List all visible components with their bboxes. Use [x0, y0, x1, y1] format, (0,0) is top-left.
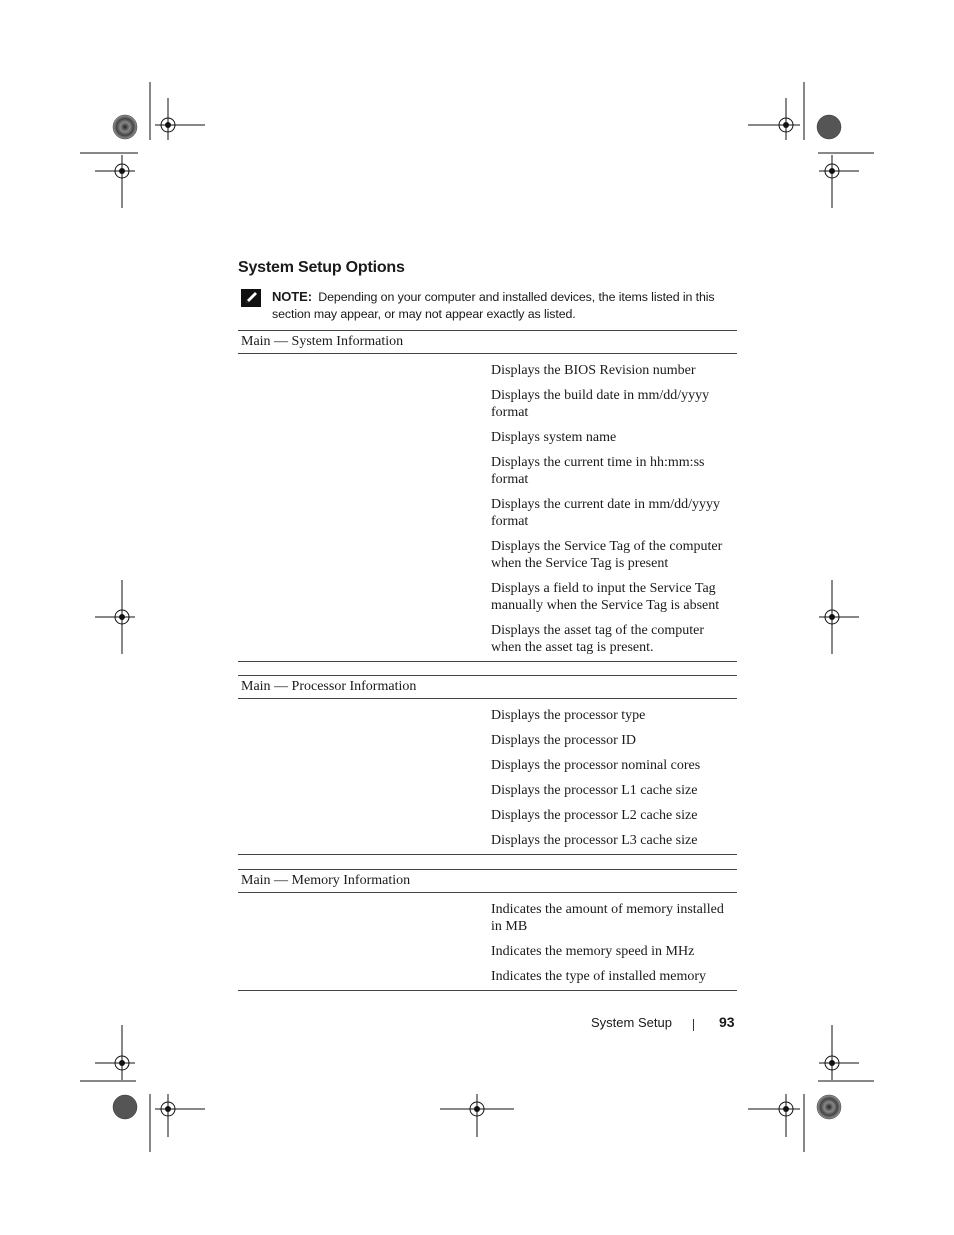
crop-mark-bottom-center — [440, 1094, 514, 1137]
note-body: Depending on your computer and installed devices, the items listed in this section may appear, or may not appear exactly as listed. — [272, 290, 715, 321]
footer-section-title: System Setup — [591, 1015, 672, 1030]
table-body — [238, 354, 737, 662]
table-memory-information — [238, 869, 737, 991]
table-row: Displays the current date in mm/dd/yyyy format — [491, 497, 721, 529]
crop-mark-mid-right — [819, 580, 859, 654]
table-processor-information — [238, 675, 737, 855]
table-row: Indicates the amount of memory installed in MB — [491, 902, 724, 934]
table-row: Displays the asset tag of the computer when the asset tag is present. — [491, 623, 705, 655]
crop-mark-mid-left — [95, 580, 135, 654]
table-body — [238, 699, 737, 855]
table-header: Main — Memory Information — [238, 869, 737, 893]
section-heading: System Setup Options — [238, 259, 405, 276]
table-row: Displays the BIOS Revision number — [491, 363, 696, 378]
crop-mark-bottom-left — [80, 1025, 205, 1152]
page-number: 93 — [719, 1014, 735, 1030]
table-row: Displays the processor nominal cores — [491, 758, 701, 773]
table-row: Displays the processor L3 cache size — [491, 833, 698, 848]
note-text — [272, 288, 738, 323]
table-row: Indicates the type of installed memory — [491, 969, 706, 984]
table-row: Displays the current time in hh:mm:ss format — [491, 455, 705, 487]
table-row: Displays the Service Tag of the computer when the Service Tag is present — [491, 539, 723, 571]
crop-mark-bottom-right — [748, 1025, 874, 1152]
table-row: Displays system name — [491, 430, 617, 445]
crop-mark-top-right — [748, 82, 874, 208]
table-row: Displays the processor ID — [491, 733, 637, 748]
table-row: Displays the processor type — [491, 708, 646, 723]
table-header: Main — Processor Information — [238, 675, 737, 699]
table-header: Main — System Information — [238, 330, 737, 354]
table-row: Displays the processor L2 cache size — [491, 808, 698, 823]
table-row: Indicates the memory speed in MHz — [491, 944, 695, 959]
pencil-note-icon — [240, 288, 262, 308]
table-row: Displays the build date in mm/dd/yyyy format — [491, 388, 710, 420]
table-system-information — [238, 330, 737, 662]
table-row: Displays the processor L1 cache size — [491, 783, 698, 798]
note-label: NOTE: — [272, 289, 312, 304]
crop-mark-top-left — [80, 82, 205, 208]
table-row: Displays a field to input the Service Tag manually when the Service Tag is absent — [491, 581, 720, 613]
footer-divider — [693, 1019, 694, 1031]
table-body — [238, 893, 737, 991]
